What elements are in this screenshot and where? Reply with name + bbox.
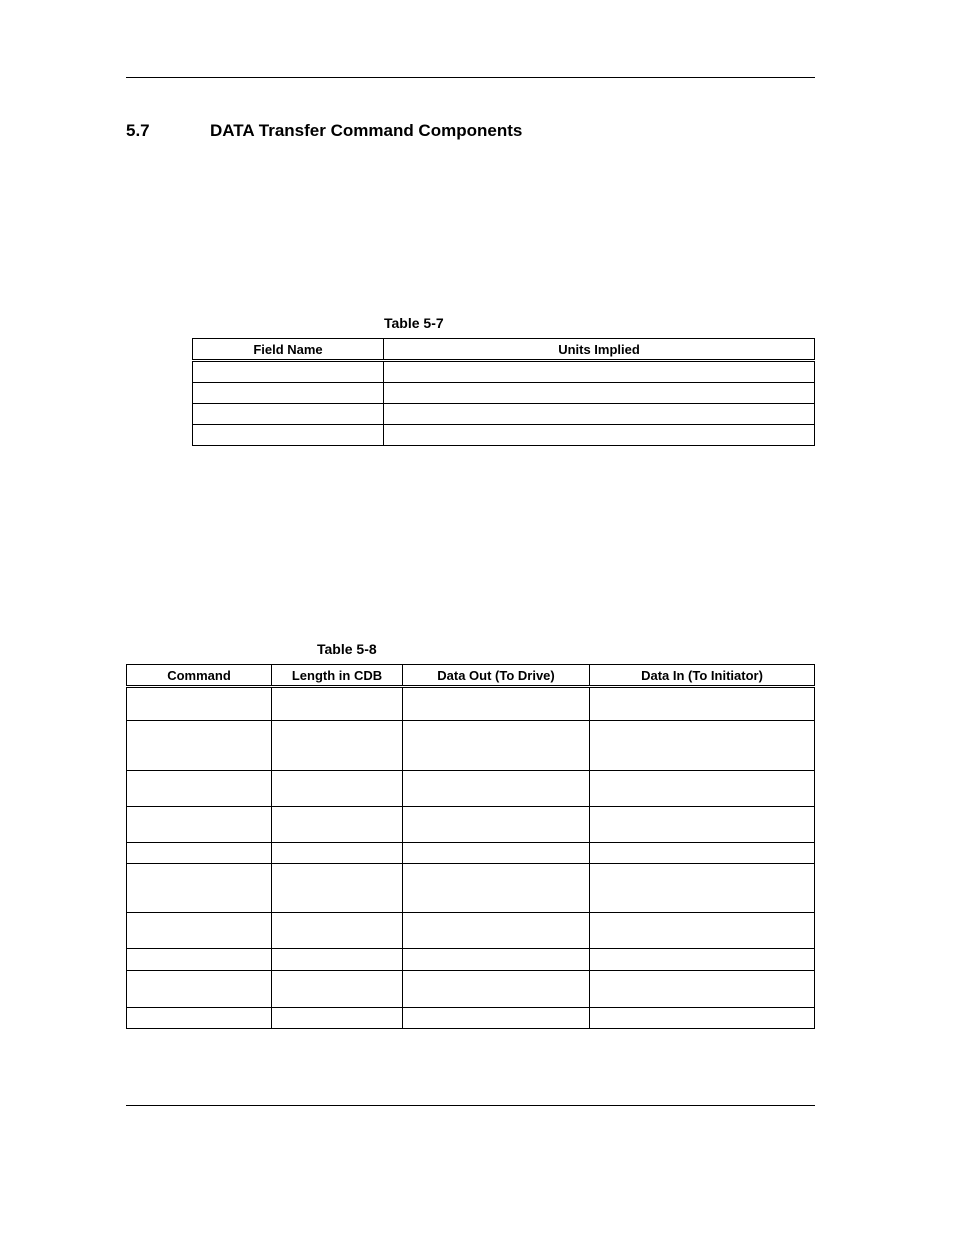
- table-cell: [590, 721, 815, 771]
- table-5-8: [126, 664, 815, 1029]
- bottom-rule: [126, 1105, 815, 1106]
- table-cell: [272, 687, 403, 721]
- table-cell: [590, 843, 815, 864]
- table-cell: [127, 721, 272, 771]
- table-row: [193, 361, 815, 383]
- table-cell: [127, 807, 272, 843]
- table-cell: [272, 949, 403, 971]
- table-cell: [272, 913, 403, 949]
- table-cell: [127, 949, 272, 971]
- table-cell: [127, 771, 272, 807]
- table-row: [127, 843, 815, 864]
- table-cell: [590, 864, 815, 913]
- top-rule: [126, 77, 815, 78]
- column-header-field-name: Field Name: [193, 339, 384, 361]
- table-cell: [590, 771, 815, 807]
- table-row: [127, 971, 815, 1008]
- table-cell: [403, 721, 590, 771]
- table-cell: [403, 843, 590, 864]
- table-cell: [403, 1008, 590, 1029]
- table-cell: [384, 425, 815, 446]
- table-cell: [384, 404, 815, 425]
- table-cell: [127, 971, 272, 1008]
- table-row: [127, 864, 815, 913]
- table-cell: [403, 864, 590, 913]
- table-cell: [384, 361, 815, 383]
- table-row: [193, 383, 815, 404]
- table-5-7-caption: Table 5-7: [384, 315, 444, 331]
- section-title: DATA Transfer Command Components: [210, 121, 523, 140]
- table-cell: [590, 949, 815, 971]
- table-cell: [127, 913, 272, 949]
- table-cell: [403, 807, 590, 843]
- column-header-command: Command: [127, 665, 272, 687]
- table-cell: [272, 721, 403, 771]
- table-cell: [127, 864, 272, 913]
- table-cell: [272, 843, 403, 864]
- table-cell: [384, 383, 815, 404]
- table-cell: [127, 843, 272, 864]
- column-header-length-in-cdb: Length in CDB: [272, 665, 403, 687]
- section-number: 5.7: [126, 121, 150, 140]
- table-cell: [590, 687, 815, 721]
- table-header-row: [193, 339, 815, 361]
- table-cell: [272, 771, 403, 807]
- table-cell: [403, 913, 590, 949]
- table-cell: [403, 949, 590, 971]
- table-cell: [590, 1008, 815, 1029]
- table-row: [127, 1008, 815, 1029]
- table-cell: [127, 1008, 272, 1029]
- table-cell: [403, 971, 590, 1008]
- table-cell: [193, 383, 384, 404]
- table-cell: [590, 913, 815, 949]
- table-row: [127, 687, 815, 721]
- section-heading: [126, 121, 522, 141]
- table-cell: [193, 404, 384, 425]
- column-header-data-out: Data Out (To Drive): [403, 665, 590, 687]
- table-row: [193, 425, 815, 446]
- column-header-units-implied: Units Implied: [384, 339, 815, 361]
- table-row: [127, 949, 815, 971]
- table-5-8-caption: Table 5-8: [317, 641, 377, 657]
- table-cell: [127, 687, 272, 721]
- table-row: [127, 913, 815, 949]
- table-cell: [272, 807, 403, 843]
- table-cell: [590, 971, 815, 1008]
- table-cell: [403, 687, 590, 721]
- table-row: [127, 807, 815, 843]
- table-cell: [272, 1008, 403, 1029]
- table-cell: [590, 807, 815, 843]
- table-row: [127, 771, 815, 807]
- table-5-7: [192, 338, 815, 446]
- table-cell: [272, 864, 403, 913]
- table-row: [127, 721, 815, 771]
- table-cell: [193, 425, 384, 446]
- table-cell: [403, 771, 590, 807]
- table-cell: [272, 971, 403, 1008]
- column-header-data-in: Data In (To Initiator): [590, 665, 815, 687]
- table-row: [193, 404, 815, 425]
- table-cell: [193, 361, 384, 383]
- table-header-row: [127, 665, 815, 687]
